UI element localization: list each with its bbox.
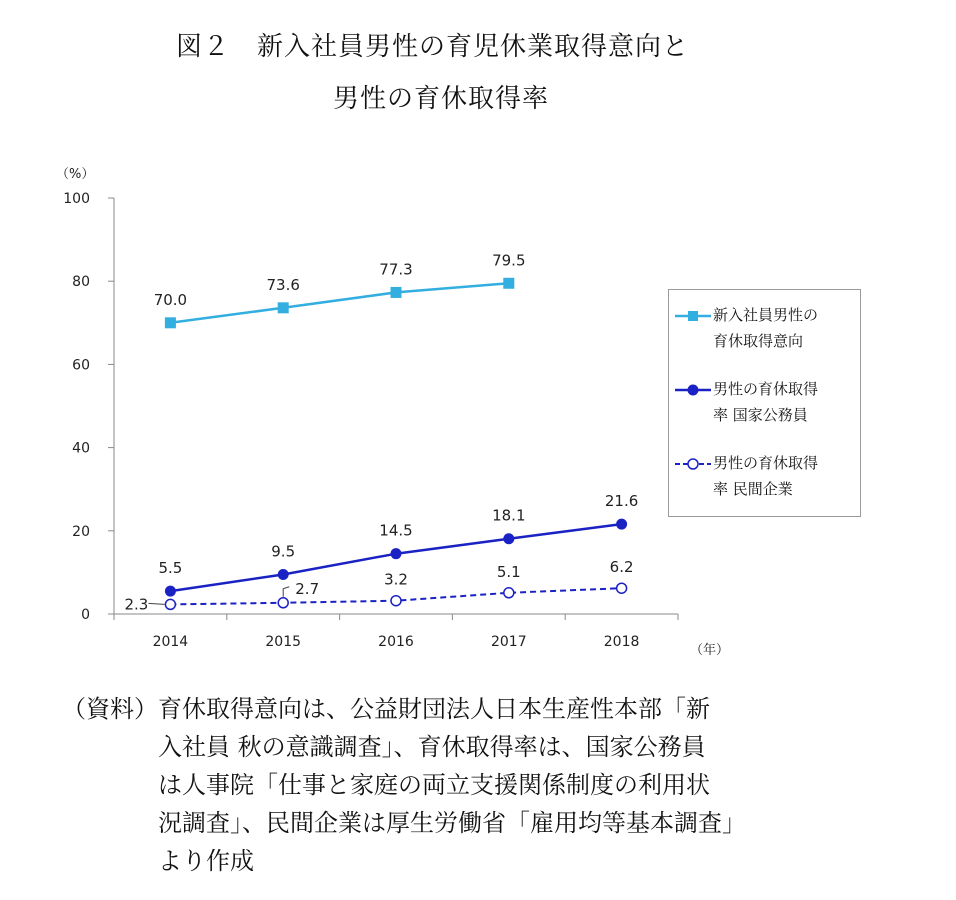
x-tick-label: 2017	[490, 634, 527, 650]
chart-data-labels	[124, 251, 638, 613]
y-tick-label: 40	[72, 440, 90, 457]
data-label: 73.6	[266, 275, 300, 294]
data-label: 79.5	[492, 251, 526, 270]
legend-dashed-open-circle-icon	[675, 457, 711, 471]
data-point-circle	[616, 519, 627, 530]
label-leader-line	[148, 603, 164, 604]
y-tick-label: 80	[72, 274, 90, 291]
source-line: （資料）育休取得意向は、公益財団法人日本生産性本部「新	[62, 695, 710, 723]
data-point-open-circle	[165, 599, 175, 609]
data-label: 21.6	[604, 492, 639, 511]
data-label: 14.5	[379, 521, 413, 540]
data-label: 3.2	[384, 570, 408, 589]
chart-series	[165, 275, 627, 610]
legend-label-public: 男性の育休取得 率 国家公務員	[713, 380, 819, 424]
legend-item-intent	[669, 302, 862, 362]
data-point-circle	[278, 569, 289, 580]
data-point-circle	[503, 533, 514, 544]
series-line-0	[170, 283, 508, 323]
x-axis-unit-label: （年）	[690, 643, 730, 658]
data-point-open-circle	[278, 598, 288, 608]
data-point-square	[391, 287, 402, 298]
legend-line-square-icon	[675, 309, 711, 323]
legend-item-private	[669, 450, 862, 510]
legend-line-circle-icon	[675, 383, 711, 397]
figure-title-line-2: 男性の育休取得率	[333, 84, 550, 114]
x-tick-label: 2014	[152, 634, 189, 650]
figure-title-line-1: 図２ 新入社員男性の育児休業取得意向と	[176, 32, 690, 62]
data-point-square	[165, 317, 176, 328]
source-line: は人事院「仕事と家庭の両立支援関係制度の利用状	[62, 771, 710, 799]
y-tick-label: 20	[72, 523, 90, 540]
data-label: 5.1	[496, 562, 521, 581]
source-line: 況調査」、民間企業は厚生労働省「雇用均等基本調査」	[62, 809, 746, 837]
legend-label-private: 男性の育休取得 率 民間企業	[713, 454, 819, 498]
data-point-open-circle	[617, 583, 627, 593]
data-point-circle	[391, 548, 402, 559]
data-label: 2.7	[295, 579, 320, 598]
x-tick-label: 2018	[603, 634, 640, 650]
data-point-circle	[165, 586, 176, 597]
data-point-square	[278, 302, 289, 313]
source-line: より作成	[62, 847, 254, 875]
data-point-open-circle	[504, 588, 514, 598]
data-label: 5.5	[158, 559, 183, 578]
y-axis-unit-label: （%）	[56, 167, 95, 182]
data-point-square	[503, 278, 514, 289]
legend-label-intent: 新入社員男性の 育休取得意向	[713, 306, 819, 350]
data-label: 70.0	[153, 290, 188, 309]
data-label: 18.1	[492, 506, 526, 525]
source-note	[62, 690, 862, 880]
y-tick-label: 100	[63, 191, 90, 207]
y-tick-label: 0	[81, 607, 90, 623]
legend-item-public	[669, 376, 862, 436]
data-label: 77.3	[379, 260, 413, 279]
data-label: 9.5	[271, 542, 296, 561]
data-label: 6.2	[609, 558, 634, 577]
y-tick-label: 60	[72, 357, 90, 374]
data-label: 2.3	[124, 595, 149, 614]
chart-legend	[668, 289, 861, 517]
source-line: 入社員 秋の意識調査」、育休取得率は、国家公務員	[62, 733, 706, 761]
x-tick-label: 2016	[378, 634, 414, 650]
data-point-open-circle	[391, 596, 401, 606]
label-leader-line	[283, 587, 289, 597]
x-tick-label: 2015	[265, 634, 302, 650]
